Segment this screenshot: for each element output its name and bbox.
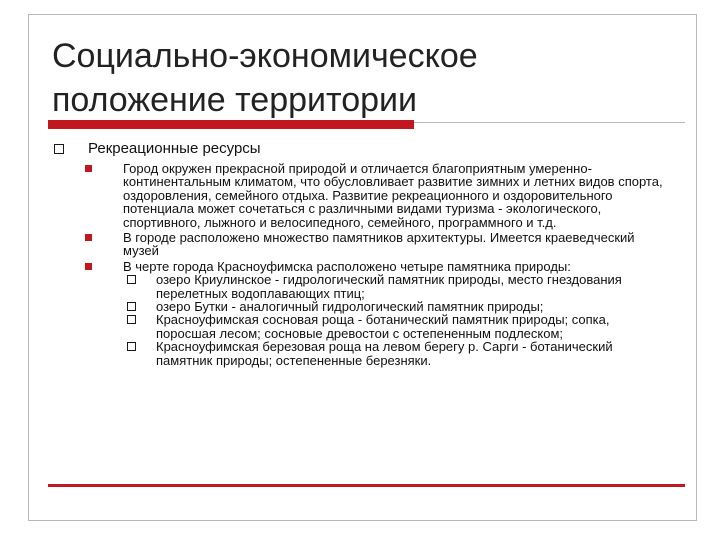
bullet-text: В черте города Красноуфимска расположено четыре памятника природы: — [123, 258, 571, 274]
section-heading-item — [52, 140, 672, 158]
title-line-1: Социально-экономическое — [52, 37, 478, 75]
hollow-square-icon — [127, 302, 136, 311]
slide-body — [52, 140, 672, 367]
section-heading: Рекреационные ресурсы — [88, 140, 261, 157]
sub-bullet-text: озеро Бутки - аналогичный гидрологический памятник природы; — [156, 299, 544, 315]
bullet-item — [52, 260, 672, 273]
sub-bullet-item — [52, 313, 672, 340]
slide-title — [52, 34, 672, 122]
hollow-square-icon — [54, 144, 64, 154]
hollow-square-icon — [127, 342, 136, 351]
bullet-item — [52, 231, 672, 258]
sub-bullet-text: Красноуфимская березовая роща на левом берегу р. Сарги - ботанический памятник природы; остепененные березняки. — [156, 339, 613, 368]
bullet-text: В городе расположено множество памятников архитектуры. Имеется краеведческий музей — [123, 230, 635, 259]
hollow-square-icon — [127, 275, 136, 284]
title-accent-bar — [48, 120, 414, 129]
sub-bullet-text: Красноуфимская сосновая роща - ботанический памятник природы; сопка, поросшая лесом; сосновые древостои с остепененным подлеском; — [156, 312, 610, 341]
bullet-text: Город окружен прекрасной природой и отличается благоприятным умеренно-континентальным климатом, что обусловливает развитие зимних и летних видов спорта, оздоровления, семейного отдыха. Развитие рекреационного и оздоровительного потенциала может сочетаться с различными видами туризма - экологического, спортивного, лыжного и велосипедного, семейного, программного и т.д. — [123, 161, 663, 230]
sub-bullet-item — [52, 300, 672, 313]
red-square-icon — [85, 263, 92, 270]
sub-bullet-item — [52, 340, 672, 367]
sub-bullet-text: озеро Криулинское - гидрологический памятник природы, место гнездования перелетных водоплавающих птиц; — [156, 272, 622, 301]
red-square-icon — [85, 234, 92, 241]
sub-bullet-item — [52, 273, 672, 300]
title-line-2: положение территории — [52, 81, 418, 119]
footer-accent-line — [48, 484, 685, 487]
hollow-square-icon — [127, 315, 136, 324]
bullet-item — [52, 162, 672, 229]
red-square-icon — [85, 165, 92, 172]
